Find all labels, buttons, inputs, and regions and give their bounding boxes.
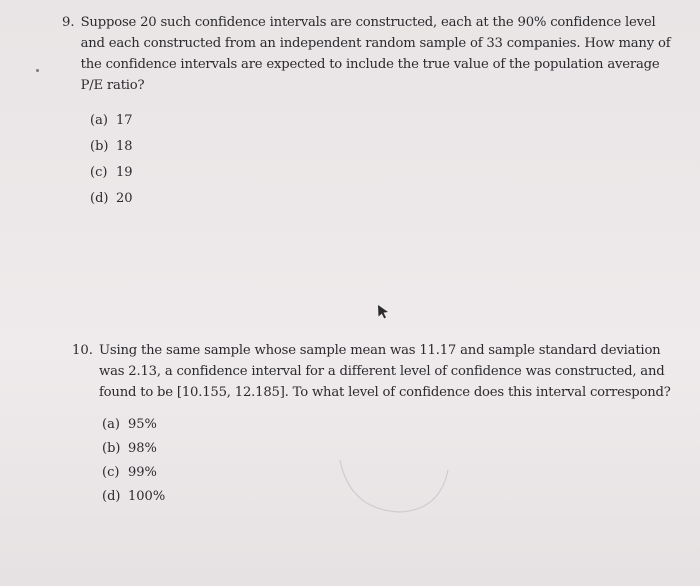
question-9	[62, 12, 672, 212]
question-number: 10.	[72, 343, 93, 358]
option-c[interactable]	[90, 160, 672, 186]
option-b[interactable]	[90, 134, 672, 160]
answer-options	[90, 108, 672, 212]
option-letter: (a)	[102, 417, 120, 432]
arrow-cursor-icon	[376, 304, 390, 324]
faint-pencil-arc	[330, 440, 460, 524]
option-a[interactable]	[102, 413, 672, 437]
option-letter: (c)	[90, 165, 108, 180]
question-text: Using the same sample whose sample mean was 11.17 and sample standard deviation was 2.13, a confidence interval for a different level of confidence was constructed, and found to be [10.155, 12.185]. To what level of confidence does this interval correspond?	[98, 343, 671, 400]
option-a[interactable]	[90, 108, 672, 134]
stray-dot-mark	[36, 69, 39, 72]
option-letter: (b)	[90, 139, 109, 154]
option-letter: (d)	[102, 489, 121, 504]
question-text: Suppose 20 such confidence intervals are constructed, each at the 90% confidence level and each constructed from an independent random sample of 33 companies. How many of the confidence intervals are expected to include the true value of the population average P/E ratio?	[80, 15, 671, 93]
option-letter: (d)	[90, 191, 109, 206]
question-number: 9.	[62, 15, 75, 30]
option-value: 100%	[128, 489, 166, 504]
option-value: 98%	[128, 441, 157, 456]
option-d[interactable]	[90, 186, 672, 212]
option-value: 20	[116, 191, 133, 206]
option-value: 18	[116, 139, 133, 154]
option-value: 19	[116, 165, 133, 180]
option-value: 17	[116, 113, 133, 128]
option-letter: (b)	[102, 441, 121, 456]
option-letter: (a)	[90, 113, 108, 128]
option-value: 99%	[128, 465, 157, 480]
option-value: 95%	[128, 417, 157, 432]
option-letter: (c)	[102, 465, 120, 480]
